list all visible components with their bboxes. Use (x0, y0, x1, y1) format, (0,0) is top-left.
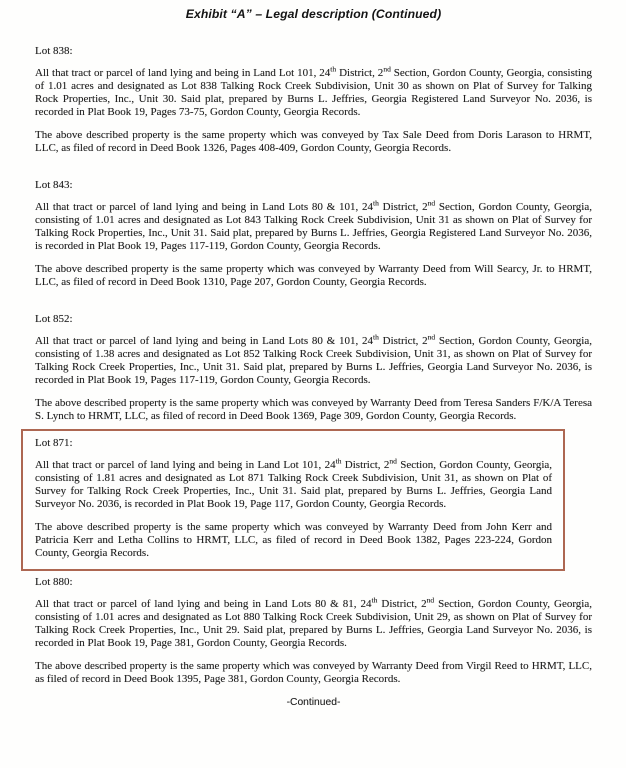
text-run: The above described property is the same property which was conveyed by Warranty Deed from Will Searcy, Jr. to HRMT, LLC, as filed of record in Deed Book 1310, Page 207, Gordon County, Georgia Records. (35, 263, 592, 288)
legal-paragraph (35, 397, 592, 423)
lot-heading: Lot 838: (35, 45, 73, 57)
lot-section (35, 576, 592, 686)
text-run: District, 2 (377, 598, 427, 610)
text-run: District, 2 (341, 459, 390, 471)
lot-heading: Lot 871: (35, 437, 73, 449)
ordinal-superscript: nd (383, 64, 391, 74)
legal-paragraph (35, 660, 592, 686)
legal-paragraph (35, 64, 592, 119)
text-run: All that tract or parcel of land lying and being in Land Lot 101, 24 (35, 67, 331, 79)
text-run: Section, Gordon County, Georgia, consisting of 1.01 acres and designated as Lot 880 Talking Rock Creek Subdivision, Unit 29, as shown on Plat of Survey for Talking Rock Creek Properties, Inc., Unit 29. Said plat, prepared by Burns L. Jeffries, Georgia Land Surveyor No. 2036, is recorded in Plat Book 19, Page 381, Gordon County, Georgia Records. (35, 598, 592, 649)
lot-section (35, 313, 592, 423)
text-run: Section, Gordon County, Georgia, consisting of 1.38 acres and designated as Lot 852 Talking Rock Creek Subdivision, Unit 31, as shown on Plat of Survey for Talking Rock Creek Properties, Inc., Unit 31. Said plat, prepared by Burns L. Jeffries, Georgia Land Surveyor No. 2036, is recorded in Plat Book 19, Pages 117-119, Gordon County, Georgia Records. (35, 335, 592, 386)
lot-heading: Lot 880: (35, 576, 73, 588)
ordinal-superscript: th (373, 198, 379, 208)
text-run: The above described property is the same property which was conveyed by Warranty Deed from Virgil Reed to HRMT, LLC, as filed of record in Deed Book 1395, Page 381, Gordon County, Georgia Records. (35, 660, 592, 685)
text-run: Section, Gordon County, Georgia, consisting of 1.81 acres and designated as Lot 871 Talking Rock Creek Subdivision, Unit 31, as shown on Plat of Survey for Talking Rock Creek Properties, Inc., Unit 31. Said plat, prepared by Burns L. Jeffries, Georgia Land Surveyor No. 2036, is recorded in Plat Book 19, Page 117, Gordon County, Georgia Records. (35, 459, 553, 510)
continued-footer: -Continued- (286, 697, 341, 708)
ordinal-superscript: th (335, 456, 342, 466)
legal-paragraph (35, 198, 592, 253)
legal-paragraph (35, 332, 592, 387)
document-title: Exhibit “A” – Legal description (Continued) (185, 7, 442, 21)
ordinal-superscript: nd (427, 198, 436, 208)
ordinal-superscript: nd (426, 595, 435, 605)
lot-heading: Lot 843: (35, 179, 73, 191)
ordinal-superscript: th (371, 595, 378, 605)
text-run: District, 2 (378, 335, 428, 347)
text-run: Section, Gordon County, Georgia, consisting of 1.01 acres and designated as Lot 838 Talking Rock Creek Subdivision, Unit 30 as shown on Plat of Survey for Talking Rock Properties, Inc., Unit 30. Said plat, prepared by Burns L. Jeffries, Georgia Registered Land Surveyor No. 2036, is recorded in Plat Book 19, Pages 73-75, Gordon County, Georgia Records. (35, 67, 592, 118)
text-run: The above described property is the same property which was conveyed by Warranty Deed from Teresa Sanders F/K/A Teresa S. Lynch to HRMT, LLC, as filed of record in Deed Book 1369, Page 309, Gordon County, Georgia Records. (35, 397, 592, 422)
text-run: District, 2 (336, 67, 384, 79)
lot-section (35, 179, 592, 289)
text-run: Section, Gordon County, Georgia, consisting of 1.01 acres and designated as Lot 843 Talking Rock Creek Subdivision, Unit 31 as shown on Plat of Survey for Talking Rock Properties, Inc., Unit 31. Said plat, prepared by Burns L. Jeffries, Georgia Registered Land Surveyor No. 2036, is recorded in Plat Book 19, Pages 117-119, Gordon County, Georgia Records. (35, 201, 592, 252)
legal-paragraph (35, 129, 592, 155)
text-run: All that tract or parcel of land lying and being in Land Lots 80 & 101, 24 (35, 335, 374, 347)
document-body (35, 45, 592, 686)
text-run: All that tract or parcel of land lying and being in Land Lot 101, 24 (35, 459, 336, 471)
text-run: The above described property is the same property which was conveyed by Tax Sale Deed from Doris Larason to HRMT, LLC, as filed of record in Deed Book 1326, Pages 408-409, Gordon County, Georgia Records. (35, 129, 592, 154)
legal-paragraph (35, 456, 553, 511)
text-run: The above described property is the same property which was conveyed by Warranty Deed from John Kerr and Patricia Kerr and Letha Collins to HRMT, LLC, as filed of record in Deed Book 1382, Pages 223-224, Gordon County, Georgia Records. (35, 521, 552, 559)
ordinal-superscript: nd (427, 332, 436, 342)
ordinal-superscript: nd (389, 456, 397, 466)
legal-paragraph (35, 595, 592, 650)
lot-section (35, 45, 592, 155)
text-run: All that tract or parcel of land lying and being in Land Lots 80 & 101, 24 (35, 201, 374, 213)
legal-paragraph (35, 521, 552, 560)
lot-section-highlight-annotation-box (21, 429, 565, 571)
text-run: District, 2 (378, 201, 428, 213)
lot-heading: Lot 852: (35, 313, 73, 325)
ordinal-superscript: th (330, 64, 337, 74)
ordinal-superscript: th (373, 332, 379, 342)
text-run: All that tract or parcel of land lying and being in Land Lots 80 & 81, 24 (35, 598, 372, 610)
legal-paragraph (35, 263, 592, 289)
